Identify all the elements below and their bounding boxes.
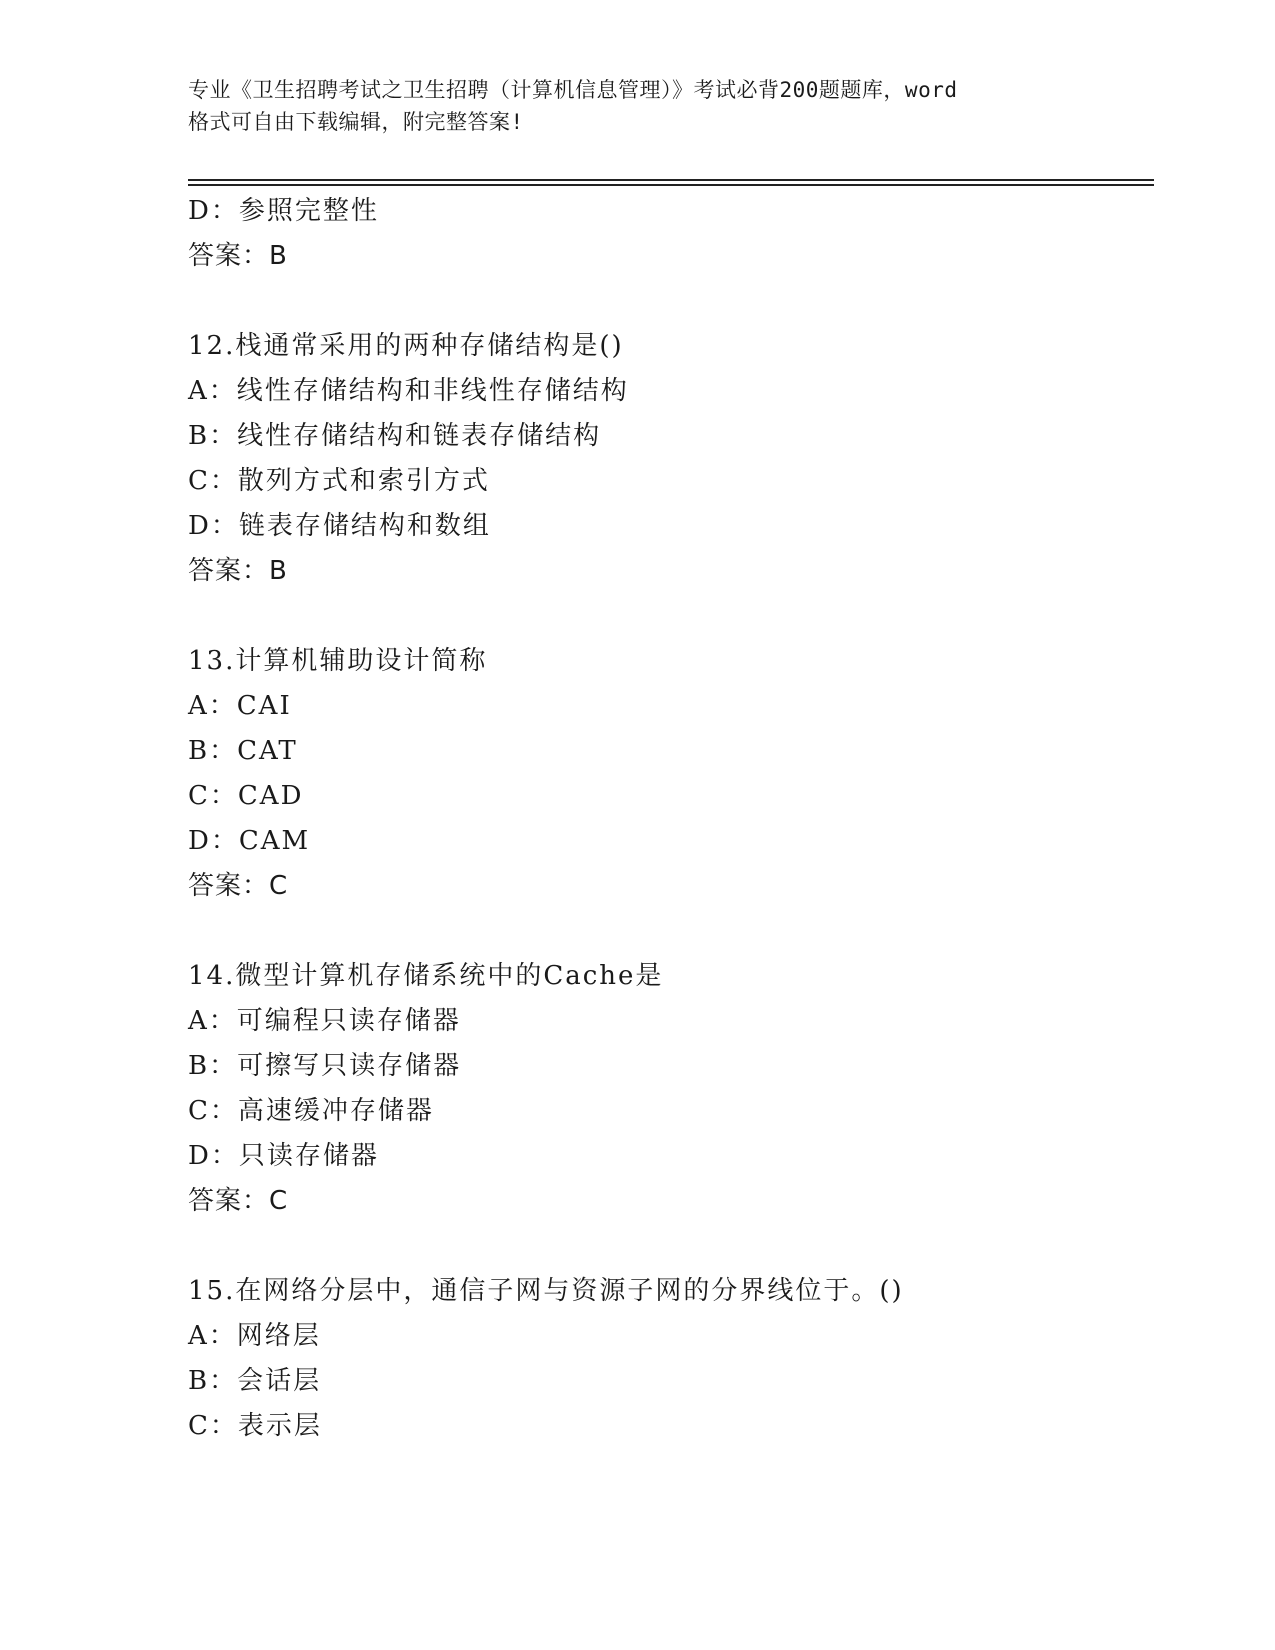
option-a: A：线性存储结构和非线性存储结构 (188, 376, 629, 406)
option-b: B：线性存储结构和链表存储结构 (188, 421, 602, 451)
header-divider-top (188, 179, 1154, 181)
option-c: C：高速缓冲存储器 (188, 1096, 434, 1126)
question-block-15 (188, 1269, 1148, 1449)
option-c: C：散列方式和索引方式 (188, 466, 490, 496)
option-a: A：可编程只读存储器 (188, 1006, 461, 1036)
question-text: 15.在网络分层中，通信子网与资源子网的分界线位于。() (188, 1276, 904, 1306)
spacer (188, 909, 1148, 954)
document-header (188, 74, 1088, 138)
question-list (188, 189, 1148, 1449)
spacer (188, 594, 1148, 639)
option-d: D：参照完整性 (188, 196, 379, 226)
answer-line: 答案：B (188, 241, 288, 271)
question-block-11 (188, 189, 1148, 279)
question-text: 14.微型计算机存储系统中的Cache是 (188, 961, 664, 991)
question-block-12 (188, 324, 1148, 594)
option-b: B：可擦写只读存储器 (188, 1051, 462, 1081)
question-text: 12.栈通常采用的两种存储结构是() (188, 331, 624, 361)
option-d: D：CAM (188, 826, 311, 856)
answer-line: 答案：C (188, 871, 289, 901)
option-c: C：CAD (188, 781, 304, 811)
option-c: C：表示层 (188, 1411, 322, 1441)
question-text: 13.计算机辅助设计简称 (188, 646, 488, 676)
header-line-2: 格式可自由下载编辑，附完整答案! (188, 110, 524, 134)
question-block-14 (188, 954, 1148, 1224)
answer-line: 答案：B (188, 556, 288, 586)
option-a: A：CAI (188, 691, 292, 721)
option-b: B：CAT (188, 736, 298, 766)
header-line-1: 专业《卫生招聘考试之卫生招聘（计算机信息管理）》考试必背200题题库，word (188, 78, 958, 102)
option-b: B：会话层 (188, 1366, 322, 1396)
option-d: D：链表存储结构和数组 (188, 511, 491, 541)
question-block-13 (188, 639, 1148, 909)
option-d: D：只读存储器 (188, 1141, 379, 1171)
spacer (188, 1224, 1148, 1269)
answer-line: 答案：C (188, 1186, 289, 1216)
header-divider-bottom (188, 184, 1154, 186)
option-a: A：网络层 (188, 1321, 321, 1351)
spacer (188, 279, 1148, 324)
